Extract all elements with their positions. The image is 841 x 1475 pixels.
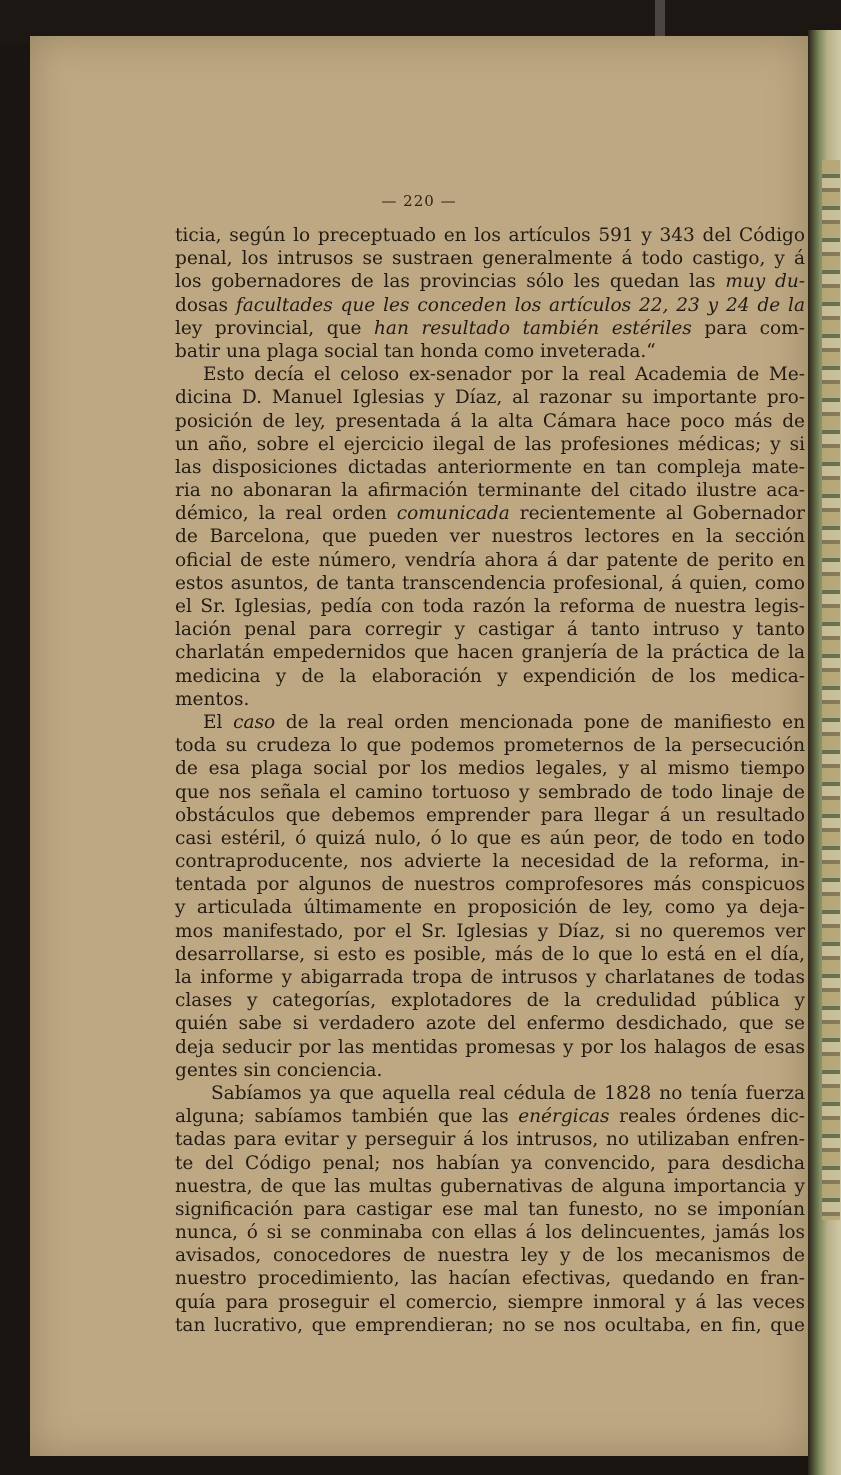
- text-fragment: recientemente al Gobernador: [509, 503, 805, 525]
- text-line: obstáculos que debemos emprender para llegar á un resultado: [175, 804, 805, 826]
- italic-phrase: comunicada: [396, 503, 510, 525]
- text-line: tentada por algunos de nuestros comprofesores más conspicuos: [175, 874, 805, 896]
- italic-phrase: muy du-: [725, 271, 805, 293]
- text-line: significación para castigar ese mal tan funesto, no se imponían: [175, 1198, 805, 1220]
- text-line: las disposiciones dictadas anteriormente en tan compleja mate-: [175, 456, 805, 478]
- text-line: un año, sobre el ejercicio ilegal de las profesiones médicas; y si: [175, 433, 805, 455]
- text-line: te del Código penal; nos habían ya convencido, para desdicha: [175, 1152, 805, 1174]
- text-line: contraproducente, nos advierte la necesidad de la reforma, in-: [175, 851, 805, 873]
- text-line: de esa plaga social por los medios legales, y al mismo tiempo: [175, 758, 805, 780]
- page-number: — 220 —: [381, 192, 457, 210]
- ornamental-border: [822, 160, 840, 1220]
- scan-binding-mark: [655, 0, 665, 40]
- text-line: desarrollarse, si esto es posible, más de lo que lo está en el día,: [175, 943, 805, 965]
- text-line: penal, los intrusos se sustraen generalmente á todo castigo, y á: [175, 248, 805, 270]
- text-line: tadas para evitar y perseguir á los intrusos, no utilizaban enfren-: [175, 1129, 805, 1151]
- book-page: [30, 36, 808, 1456]
- text-line: ticia, según lo preceptuado en los artículos 591 y 343 del Código: [175, 225, 805, 246]
- text-line: quía para proseguir el comercio, siempre inmoral y á las veces: [175, 1291, 805, 1313]
- text-line: Esto decía el celoso ex-senador por la real Academia de Me-: [203, 364, 805, 386]
- text-line: nunca, ó si se conminaba con ellas á los delincuentes, jamás los: [175, 1222, 805, 1244]
- text-line: el Sr. Iglesias, pedía con toda razón la reforma de nuestra legis-: [175, 596, 805, 617]
- text-line: [175, 294, 805, 317]
- italic-phrase: enérgicas: [518, 1106, 610, 1128]
- text-fragment: los gobernadores de las provincias sólo les quedan las: [175, 271, 726, 293]
- text-line: nuestro procedimiento, las hacían efectivas, quedando en fran-: [175, 1268, 805, 1290]
- text-line: lación penal para corregir y castigar á tanto intruso y tanto: [175, 619, 805, 641]
- text-line: dicina D. Manuel Iglesias y Díaz, al razonar su importante pro-: [175, 387, 805, 409]
- text-line: [175, 711, 805, 734]
- text-fragment: démico, la real orden: [175, 503, 397, 525]
- text-line: estos asuntos, de tanta transcendencia profesional, á quien, como: [175, 572, 805, 594]
- text-fragment: El: [203, 711, 234, 733]
- text-line: nuestra, de que las multas gubernativas de alguna importancia y: [175, 1175, 805, 1197]
- italic-phrase: caso: [233, 711, 276, 733]
- italic-phrase: facultades que les conceden los artículos 22, 23 y 24 de la: [228, 294, 805, 316]
- text-line: mentos.: [175, 688, 250, 710]
- text-line: y articulada últimamente en proposición de ley, como ya deja-: [175, 897, 805, 919]
- text-line: que nos señala el camino tortuoso y sembrado de todo linaje de: [175, 781, 805, 803]
- text-line: deja seducir por las mentidas promesas y por los halagos de esas: [175, 1036, 805, 1058]
- text-line: [175, 502, 805, 525]
- text-fragment: ley provincial, que: [175, 317, 374, 339]
- text-fragment: para com-: [691, 317, 805, 339]
- page-body-text: [175, 224, 805, 1337]
- text-line: [175, 1105, 805, 1128]
- text-line: quién sabe si verdadero azote del enfermo desdichado, que se: [175, 1013, 805, 1035]
- text-fragment: alguna; sabíamos también que las: [175, 1106, 519, 1128]
- text-line: casi estéril, ó quizá nulo, ó lo que es aún peor, de todo en todo: [175, 827, 805, 849]
- italic-phrase: han resultado también estériles: [374, 317, 692, 339]
- text-line: tan lucrativo, que emprendieran; no se nos ocultaba, en fin, que: [175, 1314, 805, 1336]
- text-line: charlatán empedernidos que hacen granjería de la práctica de la: [175, 642, 805, 664]
- text-line: avisados, conocedores de nuestra ley y de los mecanismos de: [175, 1245, 805, 1267]
- text-line: de Barcelona, que pueden ver nuestros lectores en la sección: [175, 526, 805, 548]
- text-line: toda su crudeza lo que podemos prometernos de la persecución: [175, 735, 805, 757]
- text-line: la informe y abigarrada tropa de intrusos y charlatanes de todas: [175, 967, 805, 988]
- text-line: medicina y de la elaboración y expendición de los medica-: [175, 665, 805, 687]
- text-line: [175, 270, 805, 293]
- text-line: ria no abonaran la afirmación terminante del citado ilustre aca-: [175, 480, 805, 502]
- text-line: posición de ley, presentada á la alta Cámara hace poco más de: [175, 410, 805, 432]
- text-fragment: de la real orden mencionada pone de manifiesto en: [275, 711, 805, 733]
- text-line: [175, 317, 805, 340]
- text-line: Sabíamos ya que aquella real cédula de 1828 no tenía fuerza: [211, 1082, 805, 1104]
- text-line: clases y categorías, explotadores de la credulidad pública y: [175, 990, 805, 1012]
- text-line: oficial de este número, vendría ahora á dar patente de perito en: [175, 549, 805, 571]
- text-line: mos manifestado, por el Sr. Iglesias y Díaz, si no queremos ver: [175, 920, 805, 942]
- text-line: gentes sin conciencia.: [175, 1059, 383, 1081]
- text-line: batir una plaga social tan honda como inveterada.“: [175, 340, 656, 362]
- text-fragment: reales órdenes dic-: [609, 1106, 806, 1128]
- text-fragment: dosas: [175, 294, 228, 316]
